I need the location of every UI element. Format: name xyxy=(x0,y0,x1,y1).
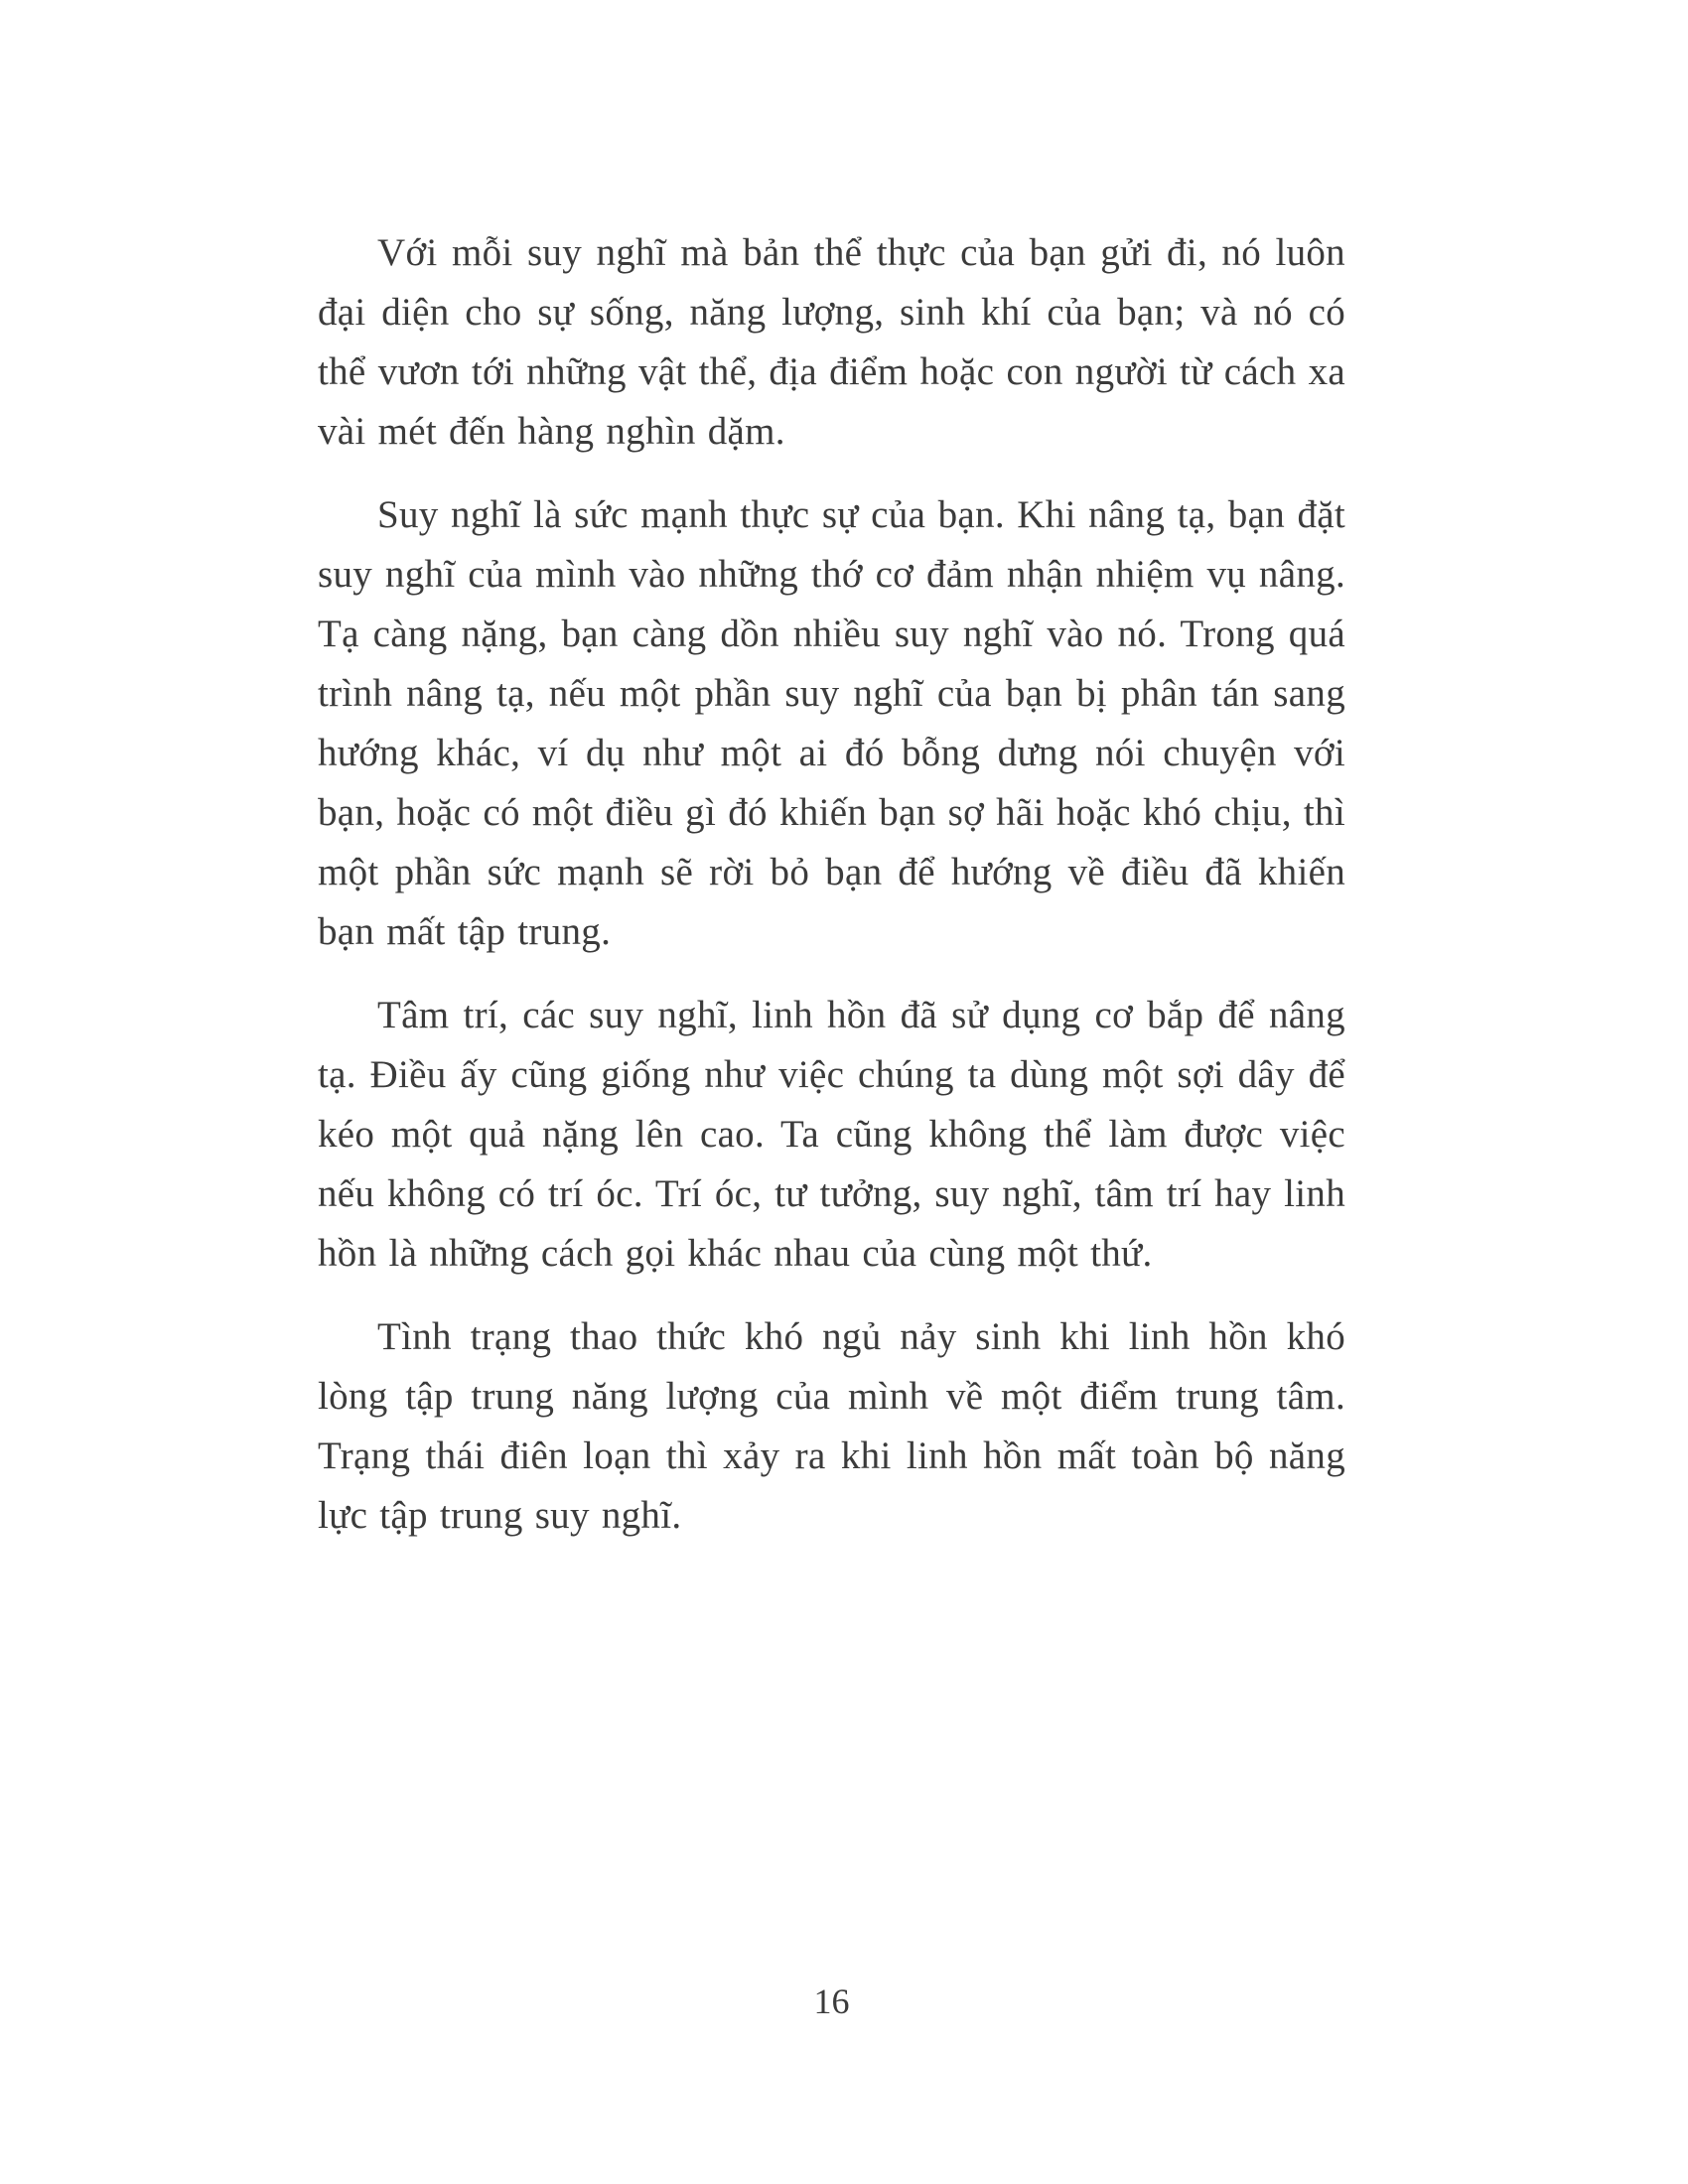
paragraph: Suy nghĩ là sức mạnh thực sự của bạn. Khi nâng tạ, bạn đặt suy nghĩ của mình vào những thớ cơ đảm nhận nhiệm vụ nâng. Tạ càng nặng, bạn càng dồn nhiều suy nghĩ vào nó. Trong quá trình nâng tạ, nếu một phần suy nghĩ của bạn bị phân tán sang hướng khác, ví dụ như một ai đó bỗng dưng nói chuyện với bạn, hoặc có một điều gì đó khiến bạn sợ hãi hoặc khó chịu, thì một phần sức mạnh sẽ rời bỏ bạn để hướng về điều đã khiến bạn mất tập trung. xyxy=(318,493,1345,953)
paragraph: Tâm trí, các suy nghĩ, linh hồn đã sử dụng cơ bắp để nâng tạ. Điều ấy cũng giống như việc chúng ta dùng một sợi dây để kéo một quả nặng lên cao. Ta cũng không thể làm được việc nếu không có trí óc. Trí óc, tư tưởng, suy nghĩ, tâm trí hay linh hồn là những cách gọi khác nhau của cùng một thứ. xyxy=(318,994,1345,1275)
page-number: 16 xyxy=(813,1981,850,2021)
text-block xyxy=(318,223,1345,1570)
paragraph: Với mỗi suy nghĩ mà bản thể thực của bạn gửi đi, nó luôn đại diện cho sự sống, năng lượng, sinh khí của bạn; và nó có thể vươn tới những vật thể, địa điểm hoặc con người từ cách xa vài mét đến hàng nghìn dặm. xyxy=(318,231,1345,453)
paragraph: Tình trạng thao thức khó ngủ nảy sinh khi linh hồn khó lòng tập trung năng lượng của mình về một điểm trung tâm. Trạng thái điên loạn thì xảy ra khi linh hồn mất toàn bộ năng lực tập trung suy nghĩ. xyxy=(318,1315,1345,1537)
